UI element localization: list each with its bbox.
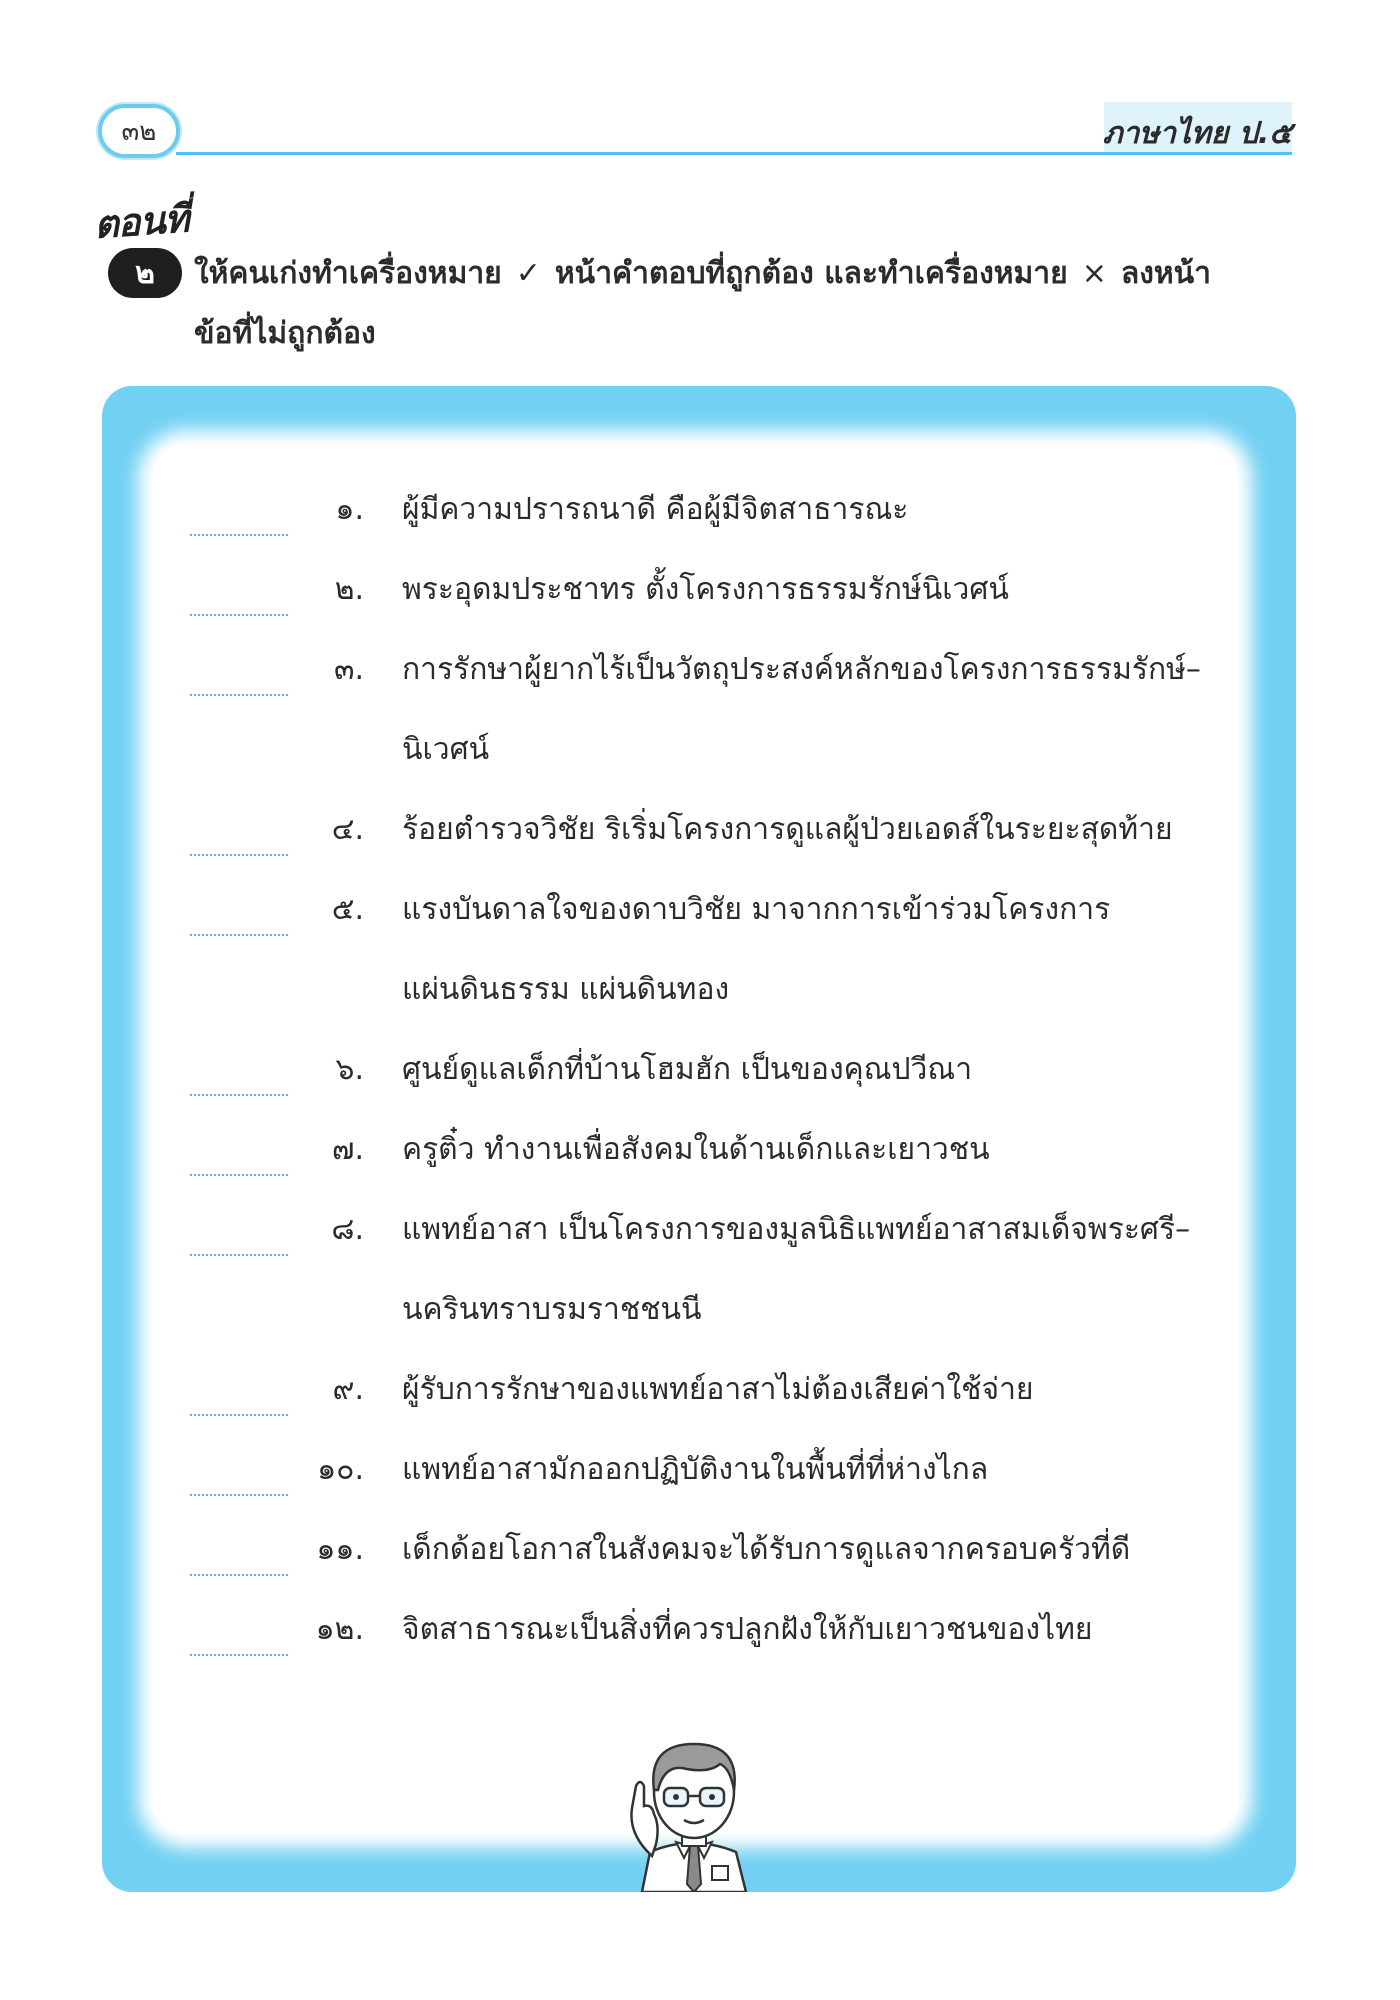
question-text: พระอุดมประชาทร ตั้งโครงการธรรมรักษ์นิเวศน์: [402, 572, 1009, 607]
answer-blank[interactable]: [190, 1142, 288, 1176]
question-number: ๘.: [331, 1212, 364, 1247]
question-item: [0, 880, 1111, 940]
question-text: แรงบันดาลใจของดาบวิชัย มาจากการเข้าร่วมโครงการ: [402, 892, 1111, 927]
question-number: ๔.: [331, 812, 364, 847]
question-number: ๑๑.: [316, 1532, 364, 1567]
answer-blank[interactable]: [190, 502, 288, 536]
answer-blank[interactable]: [190, 1222, 288, 1256]
question-item: [0, 1120, 1100, 1180]
question-text: ผู้รับการรักษาของแพทย์อาสาไม่ต้องเสียค่าใช้จ่าย: [402, 1372, 1034, 1407]
question-text: แพทย์อาสา เป็นโครงการของมูลนิธิแพทย์อาสาสมเด็จพระศรี–: [402, 1212, 1191, 1247]
instruction-part-3: ลงหน้า: [1120, 256, 1212, 291]
question-number: ๒.: [334, 572, 364, 607]
question-text: ผู้มีความปรารถนาดี คือผู้มีจิตสาธารณะ: [402, 492, 909, 527]
question-item: [0, 480, 1100, 540]
answer-blank[interactable]: [190, 1542, 288, 1576]
answer-blank[interactable]: [190, 822, 288, 856]
question-text: ศูนย์ดูแลเด็กที่บ้านโฮมฮัก เป็นของคุณปวีณา: [402, 1052, 973, 1087]
question-item: [0, 1360, 1100, 1420]
instruction-part-2: หน้าคำตอบที่ถูกต้อง และทำเครื่องหมาย: [554, 256, 1068, 291]
answer-blank[interactable]: [190, 1462, 288, 1496]
section-number: ๒: [135, 255, 155, 291]
question-text-continued: แผ่นดินธรรม แผ่นดินทอง: [402, 972, 730, 1007]
question-item: [0, 800, 1173, 860]
answer-blank[interactable]: [190, 582, 288, 616]
question-item: [0, 1600, 1100, 1660]
answer-blank[interactable]: [190, 1062, 288, 1096]
question-item: [0, 1200, 1191, 1260]
question-number: ๕.: [331, 892, 364, 927]
question-number: ๑.: [335, 492, 364, 527]
question-number: ๑๒.: [315, 1612, 364, 1647]
answer-blank[interactable]: [190, 902, 288, 936]
question-text: ร้อยตำรวจวิชัย ริเริ่มโครงการดูแลผู้ป่วยเอดส์ในระยะสุดท้าย: [402, 812, 1173, 847]
question-number: ๓.: [333, 652, 364, 687]
question-number: ๖.: [335, 1052, 364, 1087]
question-text: เด็กด้อยโอกาสในสังคมจะได้รับการดูแลจากครอบครัวที่ดี: [402, 1532, 1131, 1567]
question-item: [0, 640, 1201, 700]
cross-mark-icon: ×: [1081, 256, 1107, 291]
question-text: การรักษาผู้ยากไร้เป็นวัตถุประสงค์หลักของโครงการธรรมรักษ์–: [402, 652, 1201, 687]
question-item: [0, 560, 1100, 620]
question-text: ครูติ๋ว ทำงานเพื่อสังคมในด้านเด็กและเยาวชน: [402, 1132, 990, 1167]
question-text-continued: นครินทราบรมราชชนนี: [402, 1292, 702, 1327]
question-text-continued: นิเวศน์: [402, 732, 490, 767]
question-text: จิตสาธารณะเป็นสิ่งที่ควรปลูกฝังให้กับเยาวชนของไทย: [402, 1612, 1093, 1647]
question-item: [0, 1440, 1100, 1500]
question-number: ๑๐.: [317, 1452, 364, 1487]
question-item: [0, 1520, 1131, 1580]
question-number: ๗.: [331, 1132, 364, 1167]
section-word: ตอนที่: [92, 196, 190, 247]
subject-label: ภาษาไทย ป.๕: [1102, 116, 1292, 151]
question-item-continuation: [0, 960, 1100, 1020]
question-item-continuation: [0, 720, 1100, 780]
instruction-line-2: ข้อที่ไม่ถูกต้อง: [194, 316, 376, 351]
teacher-mascot-illustration: [612, 1734, 772, 1892]
question-number: ๙.: [332, 1372, 364, 1407]
answer-blank[interactable]: [190, 1622, 288, 1656]
answer-blank[interactable]: [190, 662, 288, 696]
question-text: แพทย์อาสามักออกปฏิบัติงานในพื้นที่ที่ห่างไกล: [402, 1452, 989, 1487]
question-item-continuation: [0, 1280, 1100, 1340]
instruction-part-1: ให้คนเก่งทำเครื่องหมาย: [194, 256, 502, 291]
question-item: [0, 1040, 1100, 1100]
answer-blank[interactable]: [190, 1382, 288, 1416]
page-number: ๓๒: [121, 116, 157, 147]
check-mark-icon: ✓: [515, 256, 541, 291]
